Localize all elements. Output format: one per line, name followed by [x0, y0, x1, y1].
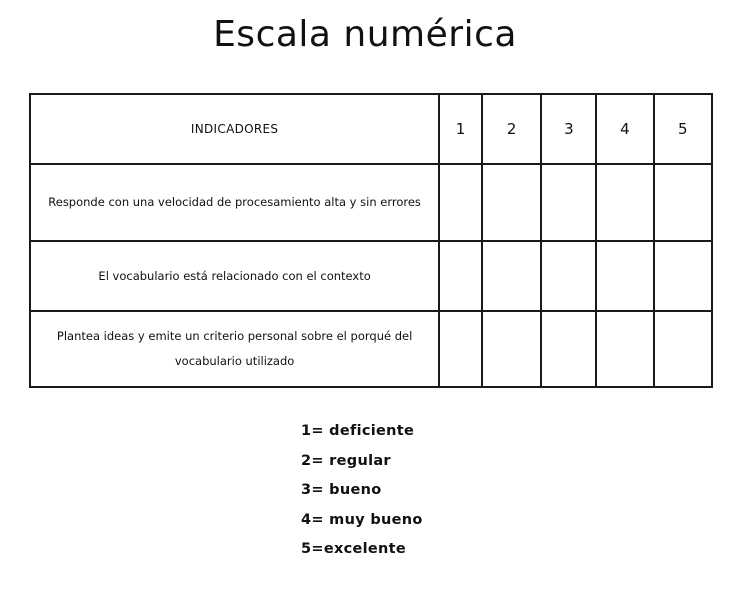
legend-item: 4= muy bueno [301, 511, 423, 528]
score-cell-2 [482, 311, 542, 387]
legend-item: 3= bueno [301, 482, 382, 499]
score-header-2: 2 [482, 94, 542, 164]
score-cell-3 [541, 311, 596, 387]
score-cell-1 [439, 311, 482, 387]
legend-item: 2= regular [301, 452, 391, 469]
score-cell-5 [654, 241, 712, 311]
numeric-scale-table [29, 93, 713, 388]
table-row [30, 164, 712, 241]
indicator-cell: Responde con una velocidad de procesamiento alta y sin errores [30, 164, 439, 241]
indicator-cell: Plantea ideas y emite un criterio personal sobre el porqué del vocabulario utilizado [30, 311, 439, 387]
score-header-5: 5 [654, 94, 712, 164]
table-row [30, 241, 712, 311]
indicator-cell: El vocabulario está relacionado con el contexto [30, 241, 439, 311]
score-header-3: 3 [541, 94, 596, 164]
score-cell-1 [439, 241, 482, 311]
score-cell-4 [596, 241, 653, 311]
score-legend [301, 419, 423, 567]
score-cell-3 [541, 241, 596, 311]
table-row [30, 311, 712, 387]
indicators-header: INDICADORES [30, 94, 439, 164]
score-cell-2 [482, 164, 542, 241]
score-cell-5 [654, 311, 712, 387]
legend-item: 5=excelente [301, 541, 407, 558]
score-cell-1 [439, 164, 482, 241]
page-title: Escala numérica [213, 14, 517, 55]
score-header-4: 4 [596, 94, 653, 164]
score-cell-3 [541, 164, 596, 241]
score-cell-4 [596, 164, 653, 241]
legend-item: 1= deficiente [301, 423, 415, 439]
table-header-row [30, 94, 712, 164]
score-header-1: 1 [439, 94, 482, 164]
score-cell-2 [482, 241, 542, 311]
score-cell-4 [596, 311, 653, 387]
score-cell-5 [654, 164, 712, 241]
